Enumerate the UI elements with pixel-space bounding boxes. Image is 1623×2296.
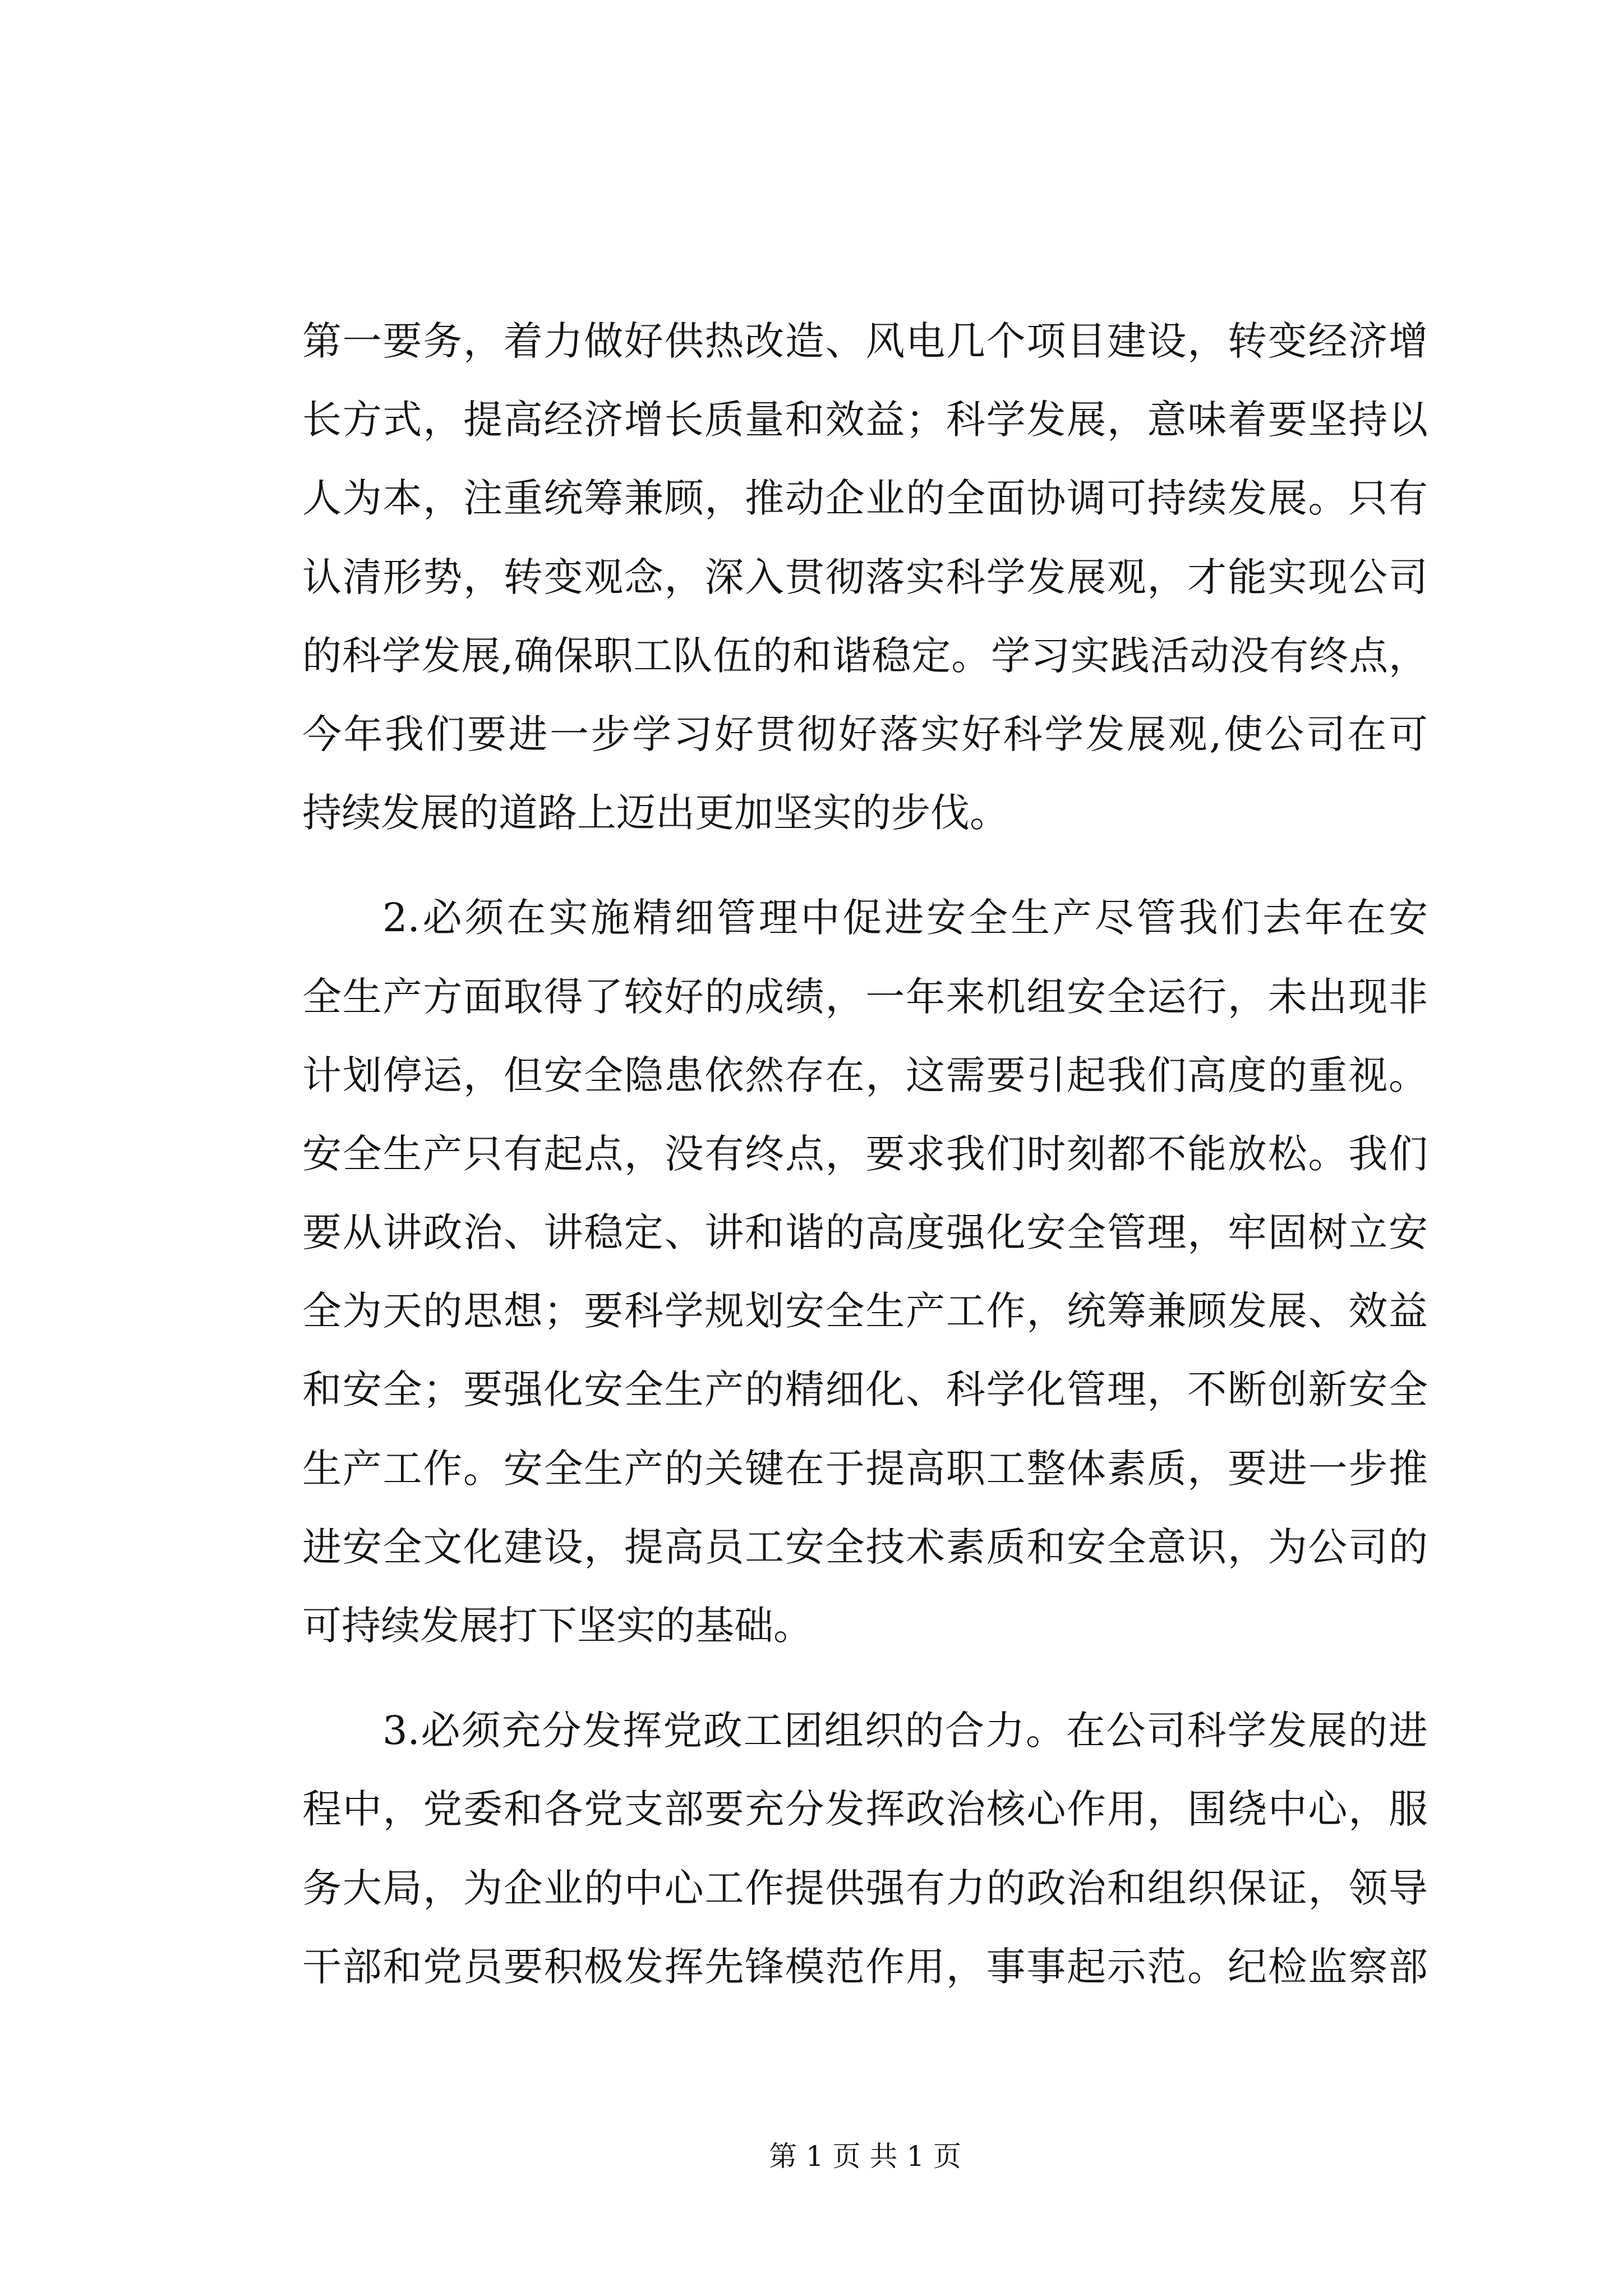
body-text-line: 计划停运，但安全隐患依然存在，这需要引起我们高度的重视。 <box>302 1052 1428 1098</box>
body-text-line: 程中，党委和各党支部要充分发挥政治核心作用，围绕中心，服 <box>302 1786 1428 1833</box>
body-text-line: 全为天的思想；要科学规划安全生产工作，统筹兼顾发展、效益 <box>302 1288 1428 1335</box>
body-text-line: 要从讲政治、讲稳定、讲和谐的高度强化安全管理，牢固树立安 <box>302 1209 1428 1256</box>
body-text-line: 认清形势，转变观念，深入贯彻落实科学发展观，才能实现公司 <box>302 554 1428 600</box>
body-text-line: 今年我们要进一步学习好贯彻好落实好科学发展观,使公司在可 <box>302 711 1428 757</box>
body-text-line: 的科学发展,确保职工队伍的和谐稳定。学习实践活动没有终点， <box>302 632 1428 679</box>
paragraph-1 <box>302 302 1428 852</box>
body-text-line: 2.必须在实施精细管理中促进安全生产尽管我们去年在安 <box>382 895 1428 941</box>
body-text-line: 进安全文化建设，提高员工安全技术素质和安全意识，为公司的 <box>302 1524 1428 1570</box>
body-text-line: 3.必须充分发挥党政工团组织的合力。在公司科学发展的进 <box>382 1708 1428 1754</box>
body-text-line: 可持续发展打下坚实的基础。 <box>302 1603 813 1649</box>
page-footer: 第 1 页 共 1 页 <box>768 2140 962 2173</box>
body-text-line: 第一要务，着力做好供热改造、风电几个项目建设，转变经济增 <box>302 318 1428 364</box>
body-text-line: 安全生产只有起点，没有终点，要求我们时刻都不能放松。我们 <box>302 1130 1428 1177</box>
paragraph-2 <box>302 878 1428 1665</box>
body-text-line: 人为本，注重统筹兼顾，推动企业的全面协调可持续发展。只有 <box>302 475 1428 522</box>
body-text-line: 干部和党员要积极发挥先锋模范作用，事事起示范。纪检监察部 <box>302 1943 1428 1990</box>
body-text-line: 生产工作。安全生产的关键在于提高职工整体素质，要进一步推 <box>302 1445 1428 1492</box>
body-text <box>302 302 1428 2032</box>
body-text-line: 和安全；要强化安全生产的精细化、科学化管理，不断创新安全 <box>302 1366 1428 1413</box>
body-text-line: 全生产方面取得了较好的成绩，一年来机组安全运行，未出现非 <box>302 973 1428 1020</box>
body-text-line: 持续发展的道路上迈出更加坚实的步伐。 <box>302 790 1009 836</box>
body-text-line: 务大局，为企业的中心工作提供强有力的政治和组织保证，领导 <box>302 1865 1428 1911</box>
body-text-line: 长方式，提高经济增长质量和效益；科学发展，意味着要坚持以 <box>302 397 1428 443</box>
paragraph-3 <box>302 1691 1428 2006</box>
